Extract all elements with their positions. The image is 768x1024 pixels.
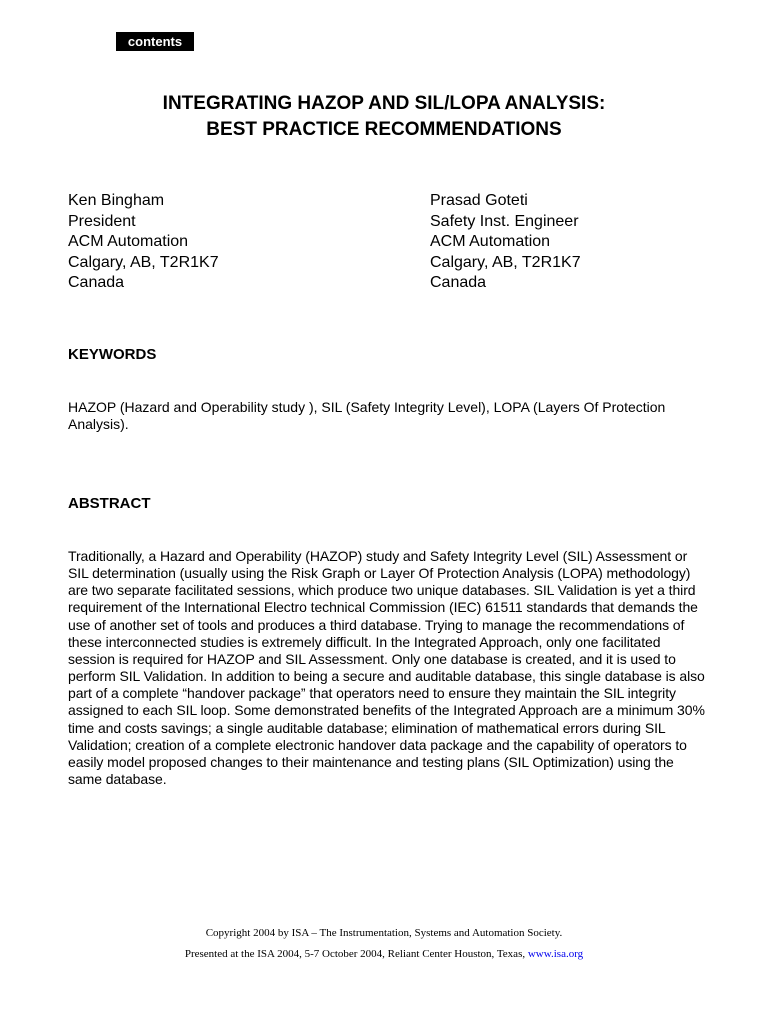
keywords-text: HAZOP (Hazard and Operability study ), SIL (Safety Integrity Level), LOPA (Layers Of Protection Analysis).	[68, 399, 666, 433]
footer-presented	[0, 944, 768, 964]
paper-title-line-2: BEST PRACTICE RECOMMENDATIONS	[206, 119, 562, 140]
author-country: Canada	[68, 274, 125, 291]
footer-copyright: Copyright 2004 by ISA – The Instrumentation, Systems and Automation Society.	[205, 927, 563, 939]
author-block-1	[68, 191, 219, 294]
paper-title-line-1: INTEGRATING HAZOP AND SIL/LOPA ANALYSIS:	[162, 93, 606, 114]
footer-presented-text: Presented at the ISA 2004, 5-7 October 2004, Reliant Center Houston, Texas,	[184, 948, 526, 960]
author-role: Safety Inst. Engineer	[430, 212, 579, 230]
author-name: Prasad Goteti	[430, 192, 528, 209]
author-role: President	[68, 212, 136, 230]
abstract-heading: ABSTRACT	[68, 495, 151, 512]
author-organization: ACM Automation	[68, 233, 189, 250]
keywords-heading: KEYWORDS	[68, 346, 157, 363]
author-location: Calgary, AB, T2R1K7	[68, 253, 219, 271]
author-location: Calgary, AB, T2R1K7	[430, 253, 581, 271]
author-organization: ACM Automation	[430, 233, 551, 250]
author-block-2	[430, 191, 581, 294]
author-country: Canada	[430, 274, 487, 291]
author-name: Ken Bingham	[68, 192, 165, 209]
contents-button[interactable]: contents	[116, 32, 194, 51]
abstract-text: Traditionally, a Hazard and Operability (HAZOP) study and Safety Integrity Level (SIL) Assessment or SIL determination (usually using the Risk Graph or Layer Of Protection Analysis (LOPA) methodology) are two separate facilitated sessions, which produce two unique databases. SIL Validation is yet a third requirement of the International Electro technical Commission (IEC) 61511 standards that demands the use of another set of tools and produces a third database. Trying to manage the recommendations of these interconnected studies is extremely difficult. In the Integrated Approach, only one facilitated session is required for HAZOP and SIL Assessment. Only one database is created, and it is used to perform SIL Validation. In addition to being a secure and auditable database, this single database is also part of a complete “handover package” that operators need to ensure they maintain the SIL integrity assigned to each SIL loop. Some demonstrated benefits of the Integrated Approach are a minimum 30% time and costs savings; a single auditable database; elimination of mathematical errors during SIL Validation; creation of a complete electronic handover data package and the capability of operators to easily model proposed changes to their maintenance and testing plans (SIL Optimization) using the same database.	[68, 548, 705, 788]
isa-link[interactable]: www.isa.org	[527, 948, 584, 960]
